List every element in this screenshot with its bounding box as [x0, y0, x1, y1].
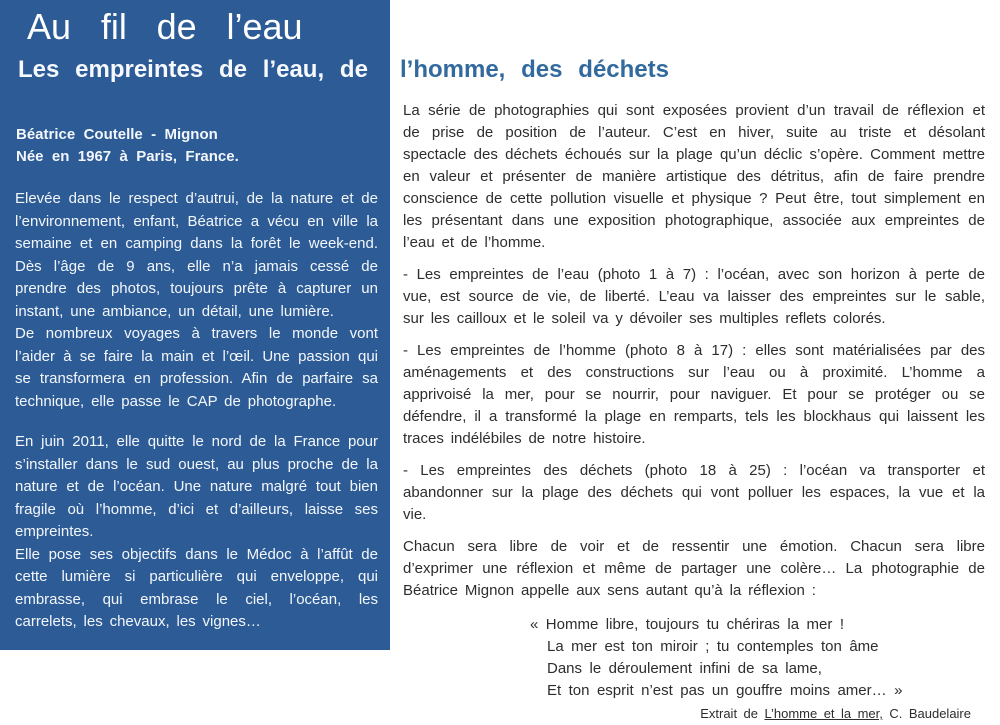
page-subtitle-on-blue: Les empreintes de l’eau, de [18, 56, 368, 83]
empreintes-homme-paragraph: - Les empreintes de l’homme (photo 8 à 17) : elles sont matérialisées par des aménagements et des constructions sur l’eau ou à proximité. L’homme a apprivoisé la mer, pour se nourrir, pour naviguer. Et pour se protéger ou se défendre, il a transformé la plage en remparts, tels les blockhaus qui laissent les traces indélébiles de notre histoire. [403, 342, 985, 447]
bio-paragraph-medoc: Elle pose ses objectifs dans le Médoc à l’affût de cette lumière si particulière qui enveloppe, qui embrasse, qui embrase le ciel, l’océan, les carrelets, les chevaux, les vignes… [15, 545, 378, 630]
page-subtitle-on-white: l’homme, des déchets [400, 56, 669, 83]
author-name: Béatrice Coutelle - Mignon [16, 126, 218, 143]
attribution-prefix: Extrait de [700, 706, 765, 721]
intro-paragraph: La série de photographies qui sont exposées provient d’un travail de réflexion et de prise de position de l’auteur. C’est en hiver, suite au triste et désolant spectacle des déchets échoués sur la plage qu’un déclic s’opère. Comment mettre en valeur et présenter de manière artistique des détritus, afin de faire prendre conscience de cette pollution visuelle et physique ? Peut être, tout simplement en les présentant dans une exposition photographique, associée aux empreintes de l’eau et de l’homme. [403, 102, 985, 251]
poem-line: « Homme libre, toujours tu chériras la mer ! [530, 616, 844, 633]
attribution-work-title: L’homme et la mer, [764, 706, 883, 721]
empreintes-dechets-paragraph: - Les empreintes des déchets (photo 18 à 25) : l’océan va transporter et abandonner sur la plage des déchets qui vont polluer les espaces, la vue et la vie. [403, 462, 985, 523]
attribution-author: C. Baudelaire [882, 706, 971, 721]
poem-attribution [403, 703, 985, 725]
poem-line: Dans le déroulement infini de sa lame, [547, 660, 822, 677]
closing-paragraph: Chacun sera libre de voir et de ressentir une émotion. Chacun sera libre d’exprimer une réflexion et même de partager une colère… La photographie de Béatrice Mignon appelle aux sens autant qu’à la réflexion : [403, 538, 985, 599]
main-text-column [403, 100, 985, 725]
poem-line: Et ton esprit n’est pas un gouffre moins amer… » [547, 682, 903, 699]
empreintes-eau-paragraph: - Les empreintes de l’eau (photo 1 à 7) : l’océan, avec son horizon à perte de vue, est source de vie, de liberté. L’eau va laisser des empreintes sur le sable, sur les cailloux et le soleil va y dévoiler ses multiples reflets colorés. [403, 266, 985, 327]
bio-paragraph-travels: De nombreux voyages à travers le monde vont l’aider à se faire la main et l’œil. Une passion qui se transformera en profession. Afin de parfaire sa technique, elle passe le CAP de photographe. [15, 325, 378, 410]
poem-line: La mer est ton miroir ; tu contemples ton âme [547, 638, 879, 655]
author-bio-header [16, 124, 239, 168]
author-biography [15, 188, 378, 634]
bio-paragraph-childhood: Elevée dans le respect d’autrui, de la nature et de l’environnement, enfant, Béatrice a vécu en ville la semaine et en camping dans la forêt le week-end. Dès l’âge de 9 ans, elle n’a jamais cessé de prendre des photos, toujours prête à capturer un instant, une ambiance, un détail, une lumière. [15, 190, 378, 320]
bio-paragraph-move: En juin 2011, elle quitte le nord de la France pour s’installer dans le sud ouest, au plus proche de la nature et de l’océan. Une nature malgré tout bien fragile où l’homme, d’ici et d’ailleurs, laisse ses empreintes. [15, 433, 378, 540]
author-birth: Née en 1967 à Paris, France. [16, 148, 239, 165]
page-title: Au fil de l’eau [27, 6, 303, 47]
sidebar-panel [0, 0, 390, 650]
baudelaire-poem [530, 614, 985, 702]
